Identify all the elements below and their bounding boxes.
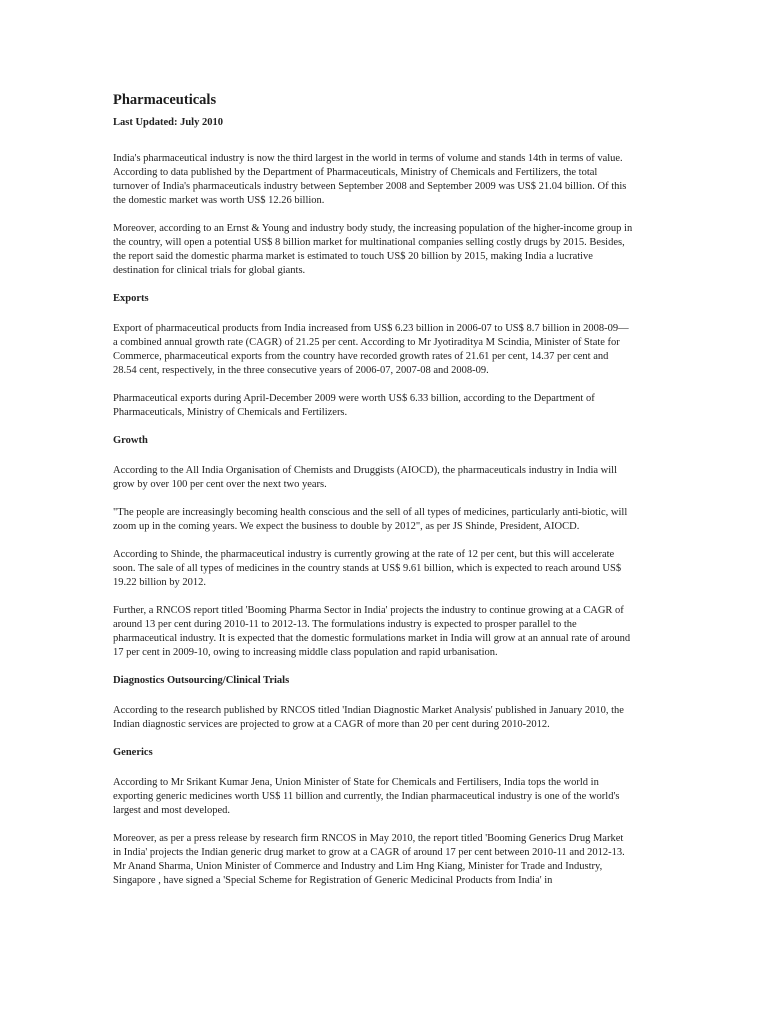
paragraph: Pharmaceutical exports during April-December 2009 were worth US$ 6.33 billion, according to the Department of Pharmaceuticals, Ministry of Chemicals and Fertilizers. — [113, 393, 595, 418]
paragraph: According to Shinde, the pharmaceutical industry is currently growing at the rate of 12 per cent, but this will accelerate soon. The sale of all types of medicines in the country stands at US$ 9.61 billion, which is expected to reach around US$ 19.22 billion by 2012. — [113, 549, 622, 588]
section-heading-diagnostics: Diagnostics Outsourcing/Clinical Trials — [113, 675, 290, 686]
last-updated: Last Updated: July 2010 — [113, 117, 223, 128]
paragraph: According to the research published by RNCOS titled 'Indian Diagnostic Market Analysis' published in January 2010, the Indian diagnostic services are projected to grow at a CAGR of more than 20 per cent during 2010-2012. — [113, 705, 624, 730]
paragraph: Moreover, according to an Ernst & Young and industry body study, the increasing population of the higher-income group in the country, will open a potential US$ 8 billion market for multinational companies selling costly drugs by 2015. Besides, the report said the domestic pharma market is estimated to touch US$ 20 billion by 2015, making India a lucrative destination for clinical trials for global giants. — [113, 223, 633, 276]
paragraph: Moreover, as per a press release by research firm RNCOS in May 2010, the report titled 'Booming Generics Drug Market in India' projects the Indian generic drug market to grow at a CAGR of around 17 per cent between 2010-11 and 2012-13. Mr Anand Sharma, Union Minister of Commerce and Industry and Lim Hng Kiang, Minister for Trade and Industry, Singapore , have signed a 'Special Scheme for Registration of Generic Medicinal Products from India' in — [113, 833, 625, 886]
paragraph: India's pharmaceutical industry is now the third largest in the world in terms of volume and stands 14th in terms of value. According to data published by the Department of Pharmaceuticals, Ministry of Chemicals and Fertilizers, the total turnover of India's pharmaceuticals industry between September 2008 and September 2009 was US$ 21.04 billion. Of this the domestic market was worth US$ 12.26 billion. — [113, 153, 627, 206]
article-body — [113, 152, 633, 902]
page-title: Pharmaceuticals — [113, 92, 217, 108]
section-heading-exports: Exports — [113, 293, 149, 304]
paragraph: Further, a RNCOS report titled 'Booming Pharma Sector in India' projects the industry to continue growing at a CAGR of around 13 per cent during 2010-11 to 2012-13. The formulations industry is expected to prosper parallel to the pharmaceutical industry. It is expected that the domestic formulations market in India will grow at an annual rate of around 17 per cent in 2009-10, owing to increasing middle class population and rapid urbanisation. — [113, 605, 631, 658]
section-heading-generics: Generics — [113, 747, 153, 758]
paragraph: Export of pharmaceutical products from India increased from US$ 6.23 billion in 2006-07 to US$ 8.7 billion in 2008-09—a combined annual growth rate (CAGR) of 21.25 per cent. According to Mr Jyotiraditya M Scindia, Minister of State for Commerce, pharmaceutical exports from the country have recorded growth rates of 21.61 per cent, 14.37 per cent and 28.54 cent, respectively, in the three consecutive years of 2006-07, 2007-08 and 2008-09. — [113, 323, 629, 376]
section-heading-growth: Growth — [113, 435, 148, 446]
paragraph: According to Mr Srikant Kumar Jena, Union Minister of State for Chemicals and Fertilisers, India tops the world in exporting generic medicines worth US$ 11 billion and currently, the Indian pharmaceutical industry is one of the world's largest and most developed. — [113, 777, 620, 816]
paragraph: "The people are increasingly becoming health conscious and the sell of all types of medicines, particularly anti-biotic, will zoom up in the coming years. We expect the business to double by 2012", as per JS Shinde, President, AIOCD. — [113, 507, 628, 532]
paragraph: According to the All India Organisation of Chemists and Druggists (AIOCD), the pharmaceuticals industry in India will grow by over 100 per cent over the next two years. — [113, 465, 618, 490]
